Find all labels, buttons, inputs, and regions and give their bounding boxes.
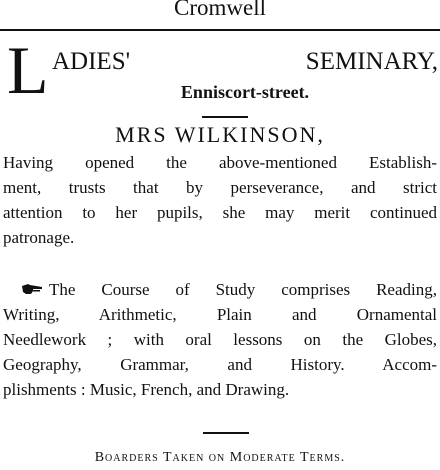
paragraph-line: ment, trusts that by perseverance, and strict <box>3 178 437 197</box>
advert-heading: Cromwell <box>174 0 266 20</box>
divider-rule <box>203 432 249 434</box>
paragraph-line-text: The Course of Study comprises Reading, <box>49 280 437 299</box>
paragraph-line <box>3 277 437 302</box>
divider-rule <box>202 116 248 118</box>
pointing-hand-icon <box>21 282 43 296</box>
paragraph-line: Needlework ; with oral lessons on the Globes, <box>3 330 437 349</box>
seminary-title: ADIES' SEMINARY, <box>52 48 438 75</box>
drop-cap: L <box>7 32 49 108</box>
paragraph-line: attention to her pupils, she may merit continued <box>3 203 437 222</box>
paragraph-line: Geography, Grammar, and History. Accom- <box>3 355 437 374</box>
paragraph-line: Having opened the above-mentioned Establish- <box>3 153 437 172</box>
seminary-address: Enniscort-street. <box>180 82 310 102</box>
announcement-paragraph <box>3 150 437 250</box>
paragraph-line: patronage. <box>3 228 75 247</box>
terms-footer: Boarders Taken on Moderate Terms. <box>94 450 346 465</box>
top-rule <box>0 29 440 31</box>
course-paragraph <box>3 277 437 402</box>
proprietor-name: MRS WILKINSON, <box>115 122 325 147</box>
paragraph-line: Writing, Arithmetic, Plain and Ornamental <box>3 305 437 324</box>
paragraph-line: plishments : Music, French, and Drawing. <box>3 380 290 399</box>
